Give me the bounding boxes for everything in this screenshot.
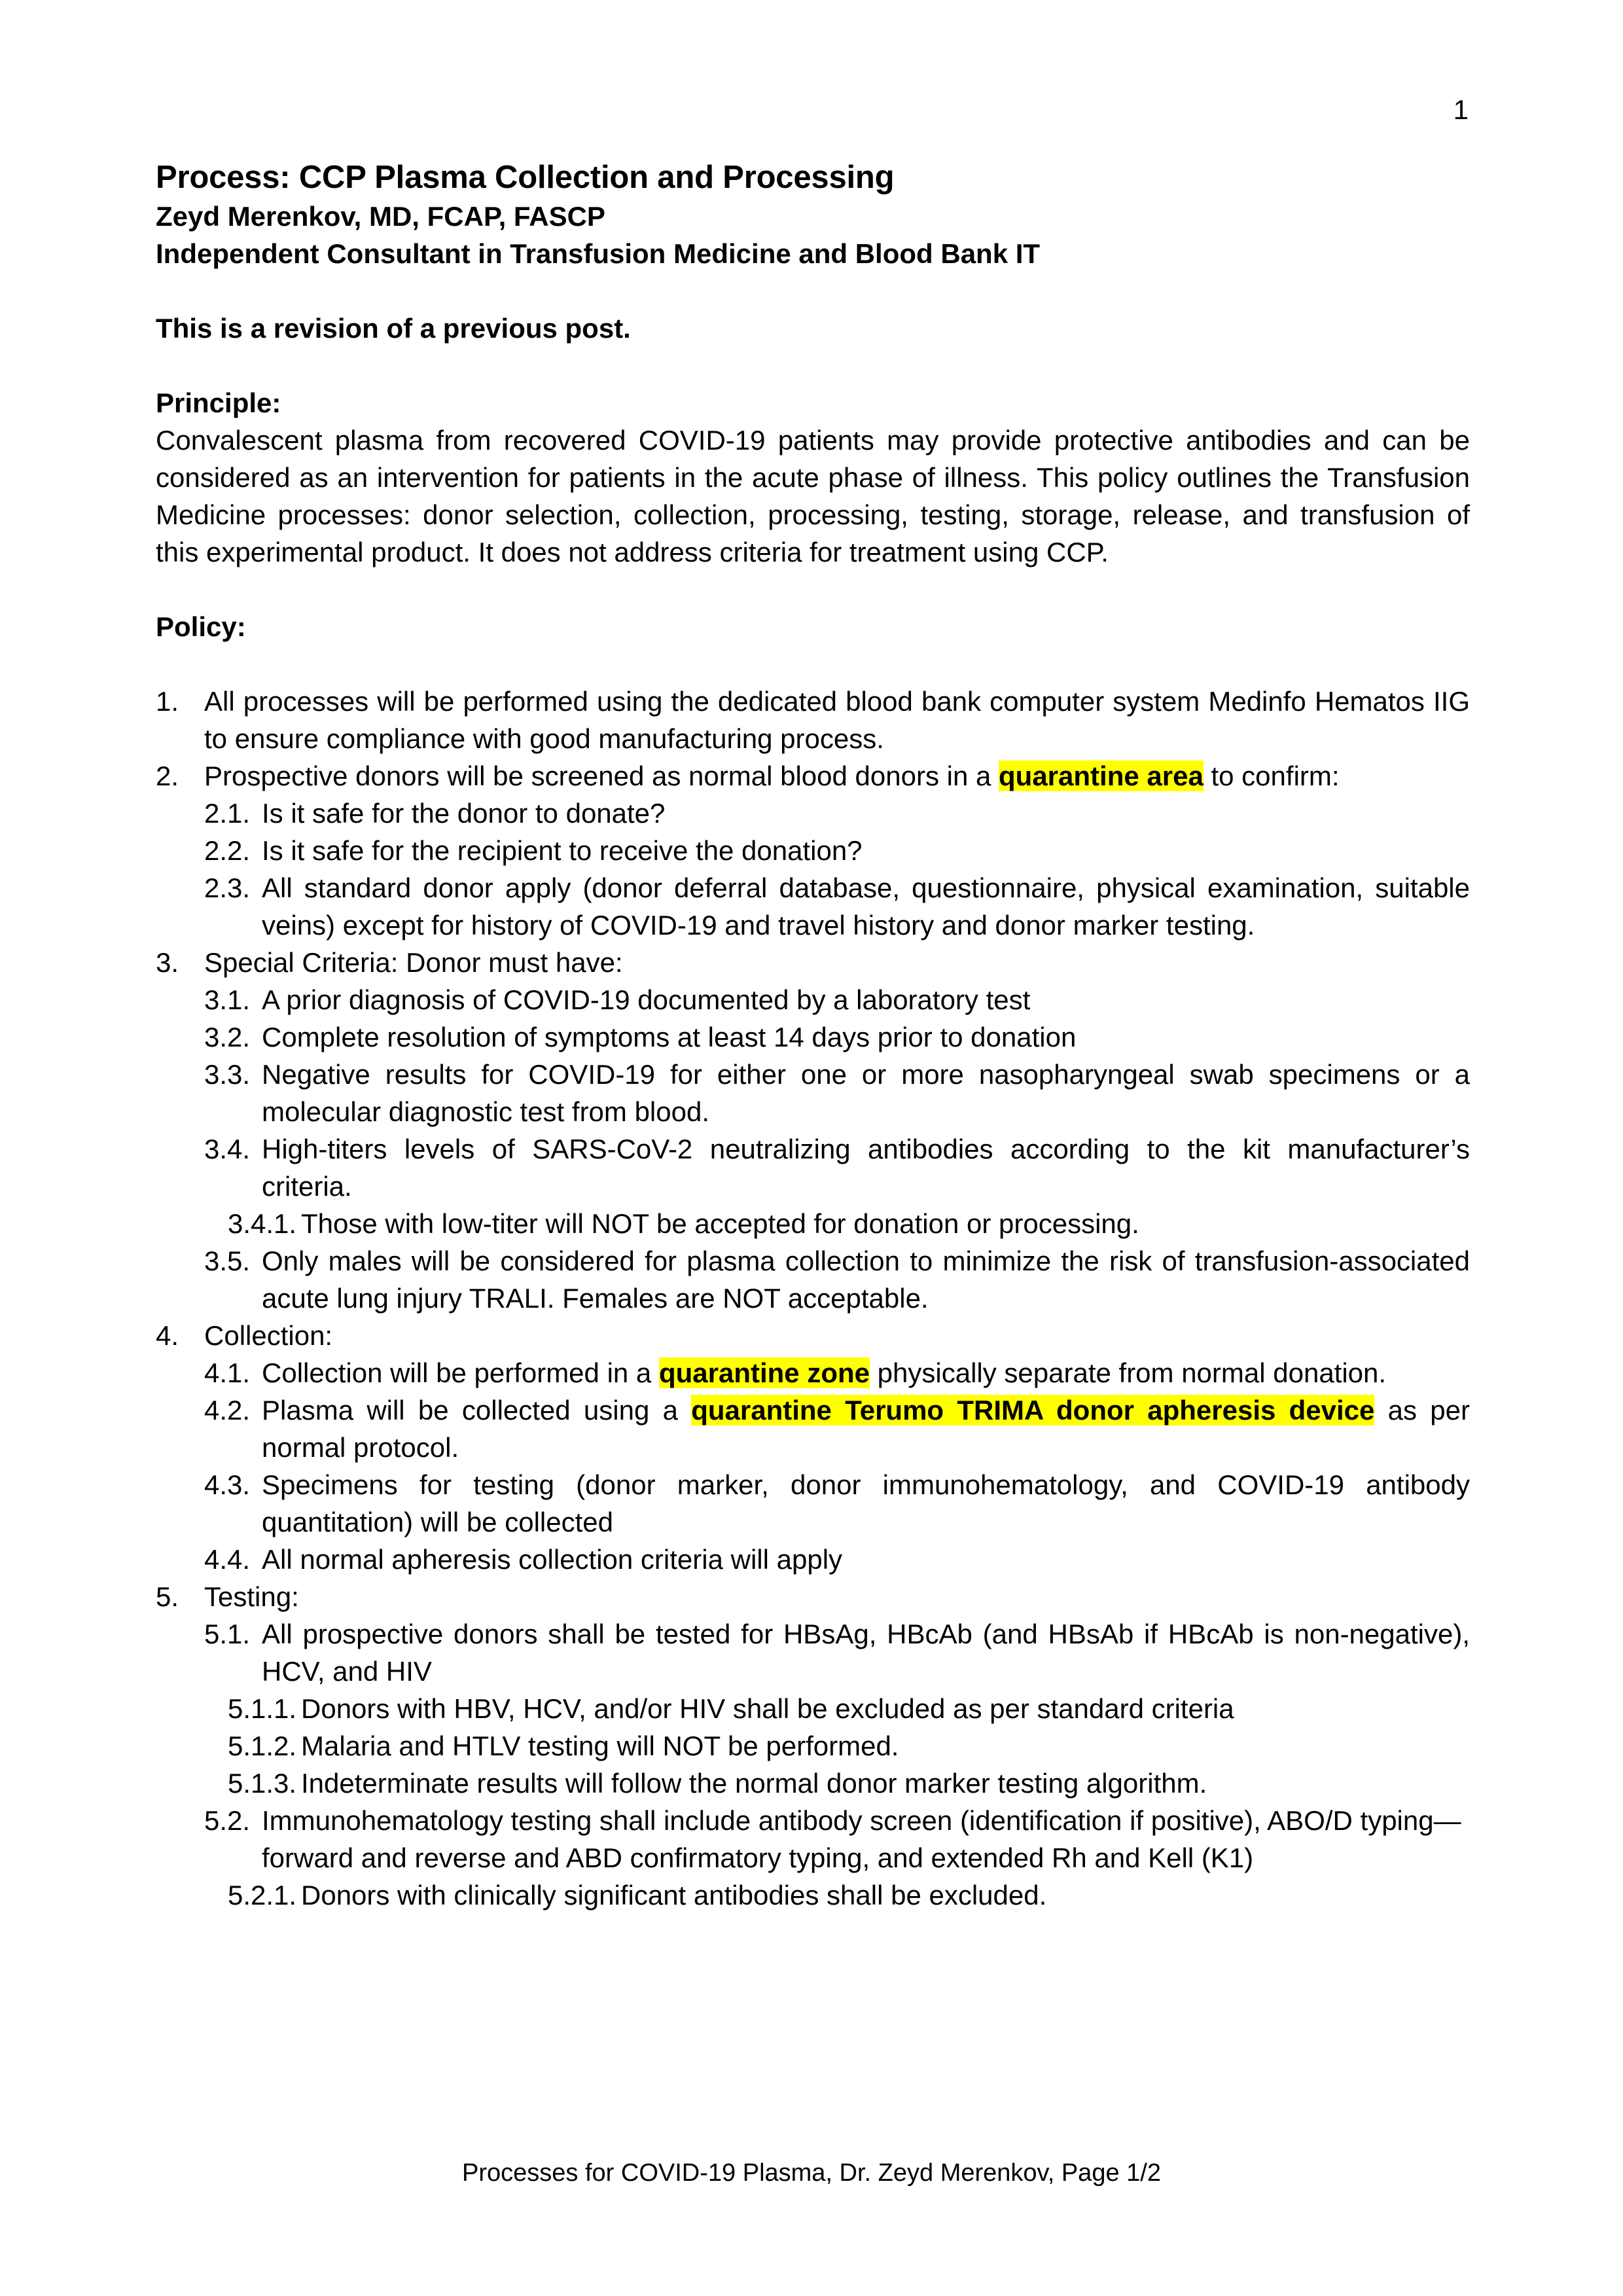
list-text: [262, 1354, 1470, 1391]
list-item: [204, 1541, 1470, 1578]
list-marker: 4.: [156, 1320, 179, 1351]
list-marker: 3.5.: [204, 1246, 251, 1276]
list-item: [204, 1130, 1470, 1205]
list-marker: 3.4.: [204, 1134, 251, 1164]
list-text-before: Prospective donors will be screened as normal blood donors in a: [204, 761, 999, 791]
list-item: [156, 757, 1470, 795]
list-text: High-titers levels of SARS-CoV-2 neutralizing antibodies according to the kit manufacturer’s criteria.: [262, 1134, 1470, 1202]
spacer: [156, 571, 1470, 608]
list-marker: 3.1.: [204, 984, 251, 1015]
list-marker: 2.3.: [204, 872, 251, 903]
list-text: Specimens for testing (donor marker, donor immunohematology, and COVID-19 antibody quantitation) will be collected: [262, 1469, 1470, 1537]
principle-text: Convalescent plasma from recovered COVID-19 patients may provide protective antibodies and can be considered as an intervention for patients in the acute phase of illness. This policy outlines the Transfusion Medicine processes: donor selection, collection, processing, testing, storage, release, and transfusion of this experimental product. It does not address criteria for treatment using CCP.: [156, 425, 1470, 567]
page-number: 1: [1453, 94, 1469, 125]
list-marker: 4.3.: [204, 1469, 251, 1500]
list-text: Those with low-titer will NOT be accepted for donation or processing.: [301, 1208, 1139, 1239]
list-text: All processes will be performed using the dedicated blood bank computer system Medinfo Hematos IIG to ensure compliance with good manufacturing process.: [204, 686, 1470, 754]
list-text: A prior diagnosis of COVID-19 documented by a laboratory test: [262, 984, 1031, 1015]
highlight-quarantine-terumo-trima-device: quarantine Terumo TRIMA donor apheresis device: [691, 1395, 1375, 1426]
list-marker: 4.1.: [204, 1357, 251, 1388]
list-text: Collection:: [204, 1320, 333, 1351]
list-marker: 4.2.: [204, 1395, 251, 1426]
highlight-quarantine-zone: quarantine zone: [658, 1357, 870, 1388]
list-text: Is it safe for the donor to donate?: [262, 798, 666, 829]
list-item: [204, 869, 1470, 944]
list-item: [204, 1242, 1470, 1317]
list-marker: 5.1.1.: [228, 1693, 297, 1724]
list-item: [204, 981, 1470, 1018]
list-item: [228, 1876, 1470, 1914]
list-text: Is it safe for the recipient to receive the donation?: [262, 835, 863, 866]
list-item: [228, 1765, 1470, 1802]
author-line: Zeyd Merenkov, MD, FCAP, FASCP: [156, 201, 605, 232]
list-item: [156, 944, 1470, 981]
list-text: Negative results for COVID-19 for either one or more nasopharyngeal swab specimens or a molecular diagnostic test from blood.: [262, 1059, 1470, 1127]
spacer: [156, 645, 1470, 683]
spacer: [156, 272, 1470, 310]
list-item: [156, 1317, 1470, 1354]
list-item: [204, 1615, 1470, 1690]
list-text: Only males will be considered for plasma collection to minimize the risk of transfusion-associated acute lung injury TRALI. Females are NOT acceptable.: [262, 1246, 1470, 1314]
list-text: Immunohematology testing shall include antibody screen (identification if positive), ABO/D typing—forward and reverse and ABD confirmatory typing, and extended Rh and Kell (K1): [262, 1805, 1461, 1873]
list-text-before: Collection will be performed in a: [262, 1357, 659, 1388]
list-text: Donors with HBV, HCV, and/or HIV shall be excluded as per standard criteria: [301, 1693, 1234, 1724]
list-item: [156, 683, 1470, 757]
list-item: [204, 1354, 1470, 1391]
list-text: All prospective donors shall be tested for HBsAg, HBcAb (and HBsAb if HBcAb is non-negative), HCV, and HIV: [262, 1619, 1470, 1687]
list-text-before: Plasma will be collected using a: [262, 1395, 692, 1426]
list-item: [228, 1727, 1470, 1765]
principle-heading: Principle:: [156, 387, 281, 418]
list-text: [262, 1391, 1470, 1466]
list-marker: 5.: [156, 1581, 179, 1612]
list-marker: 3.2.: [204, 1022, 251, 1052]
page-title: Process: CCP Plasma Collection and Processing: [156, 160, 895, 195]
page-footer: Processes for COVID-19 Plasma, Dr. Zeyd Merenkov, Page 1/2: [462, 2159, 1161, 2187]
list-text: Special Criteria: Donor must have:: [204, 947, 623, 978]
list-text-after: as per normal protocol.: [262, 1395, 1470, 1463]
list-marker: 2.1.: [204, 798, 251, 829]
list-item: [204, 1466, 1470, 1541]
list-marker: 3.4.1.: [228, 1208, 297, 1239]
list-text: Indeterminate results will follow the normal donor marker testing algorithm.: [301, 1768, 1207, 1799]
list-text: Donors with clinically significant antibodies shall be excluded.: [301, 1880, 1047, 1910]
list-marker: 2.: [156, 761, 179, 791]
list-text: Malaria and HTLV testing will NOT be performed.: [301, 1731, 899, 1761]
list-marker: 5.2.: [204, 1805, 251, 1836]
list-item: [228, 1690, 1470, 1727]
list-marker: 3.3.: [204, 1059, 251, 1090]
list-item: [204, 1056, 1470, 1130]
list-marker: 5.1.3.: [228, 1768, 297, 1799]
list-text: Testing:: [204, 1581, 299, 1612]
list-item: [204, 795, 1470, 832]
spacer: [156, 347, 1470, 384]
list-item: [156, 1578, 1470, 1615]
document-content: [156, 157, 1470, 1914]
list-text-after: to confirm:: [1203, 761, 1340, 791]
list-marker: 5.2.1.: [228, 1880, 297, 1910]
list-item: [204, 832, 1470, 869]
list-marker: 3.: [156, 947, 179, 978]
list-text: All normal apheresis collection criteria will apply: [262, 1544, 843, 1575]
list-text: Complete resolution of symptoms at least 14 days prior to donation: [262, 1022, 1077, 1052]
list-item: [204, 1018, 1470, 1056]
list-text: [204, 757, 1470, 795]
list-text: All standard donor apply (donor deferral database, questionnaire, physical examination, suitable veins) except for history of COVID-19 and travel history and donor marker testing.: [262, 872, 1470, 941]
list-item: [204, 1391, 1470, 1466]
highlight-quarantine-area: quarantine area: [999, 761, 1204, 791]
list-item: [204, 1802, 1470, 1876]
list-marker: 1.: [156, 686, 179, 717]
affiliation-line: Independent Consultant in Transfusion Medicine and Blood Bank IT: [156, 238, 1041, 269]
policy-heading: Policy:: [156, 611, 246, 642]
list-item: [228, 1205, 1470, 1242]
list-marker: 2.2.: [204, 835, 251, 866]
list-marker: 4.4.: [204, 1544, 251, 1575]
revision-note: This is a revision of a previous post.: [156, 313, 631, 344]
list-text-after: physically separate from normal donation.: [870, 1357, 1387, 1388]
list-marker: 5.1.: [204, 1619, 251, 1649]
list-marker: 5.1.2.: [228, 1731, 297, 1761]
